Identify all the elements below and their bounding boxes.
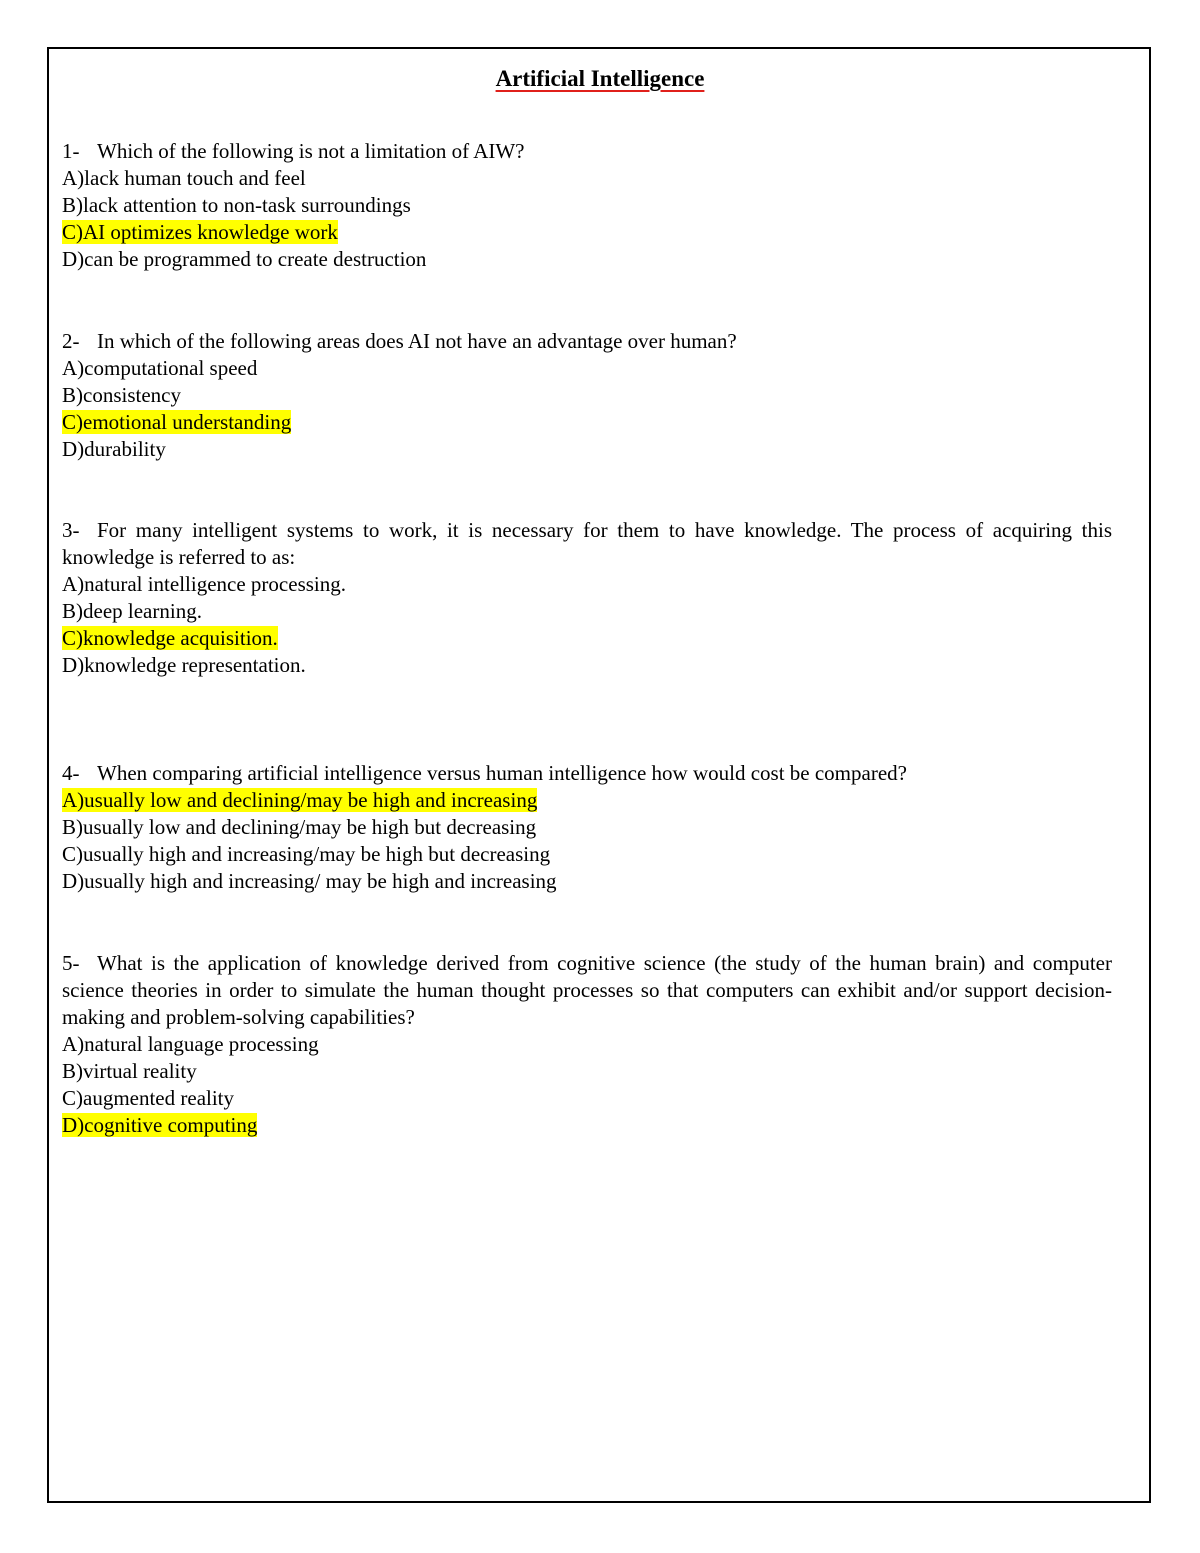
option-c xyxy=(62,409,1112,436)
question-text xyxy=(62,328,1112,355)
question-5 xyxy=(62,950,1112,1139)
option-b xyxy=(62,382,1112,409)
option-label: D) xyxy=(62,247,85,271)
document-title-text: Artificial Intelligence xyxy=(495,66,705,91)
question-3 xyxy=(62,517,1112,679)
question-text xyxy=(62,138,1112,165)
option-d xyxy=(62,652,1112,679)
option-label: A) xyxy=(62,572,85,596)
question-1 xyxy=(62,138,1112,273)
question-number: 2- xyxy=(62,329,80,353)
option-b xyxy=(62,192,1112,219)
option-label: C) xyxy=(62,1086,83,1110)
question-number: 4- xyxy=(62,761,80,785)
option-text: emotional understanding xyxy=(83,410,292,434)
question-number: 3- xyxy=(62,518,80,542)
option-b xyxy=(62,598,1112,625)
option-text: can be programmed to create destruction xyxy=(84,247,427,271)
correct-answer-highlight xyxy=(62,1113,257,1137)
correct-answer-highlight xyxy=(62,626,278,650)
document-title xyxy=(0,63,1200,95)
option-d xyxy=(62,1112,1112,1139)
option-a xyxy=(62,1031,1112,1058)
option-label: B) xyxy=(62,599,83,623)
question-stem: Which of the following is not a limitation of AIW? xyxy=(97,139,525,163)
question-text xyxy=(62,517,1112,571)
question-stem: In which of the following areas does AI not have an advantage over human? xyxy=(97,329,737,353)
option-b xyxy=(62,814,1112,841)
option-label: D) xyxy=(62,1113,85,1137)
option-text: usually high and increasing/may be high but decreasing xyxy=(83,842,551,866)
option-label: A) xyxy=(62,788,85,812)
option-b xyxy=(62,1058,1112,1085)
option-text: knowledge representation. xyxy=(84,653,306,677)
option-text: usually low and declining/may be high but decreasing xyxy=(83,815,537,839)
option-label: A) xyxy=(62,166,85,190)
correct-answer-highlight xyxy=(62,788,537,812)
option-text: AI optimizes knowledge work xyxy=(83,220,338,244)
option-text: augmented reality xyxy=(83,1086,235,1110)
option-text: knowledge acquisition. xyxy=(83,626,278,650)
option-a xyxy=(62,787,1112,814)
option-text: natural intelligence processing. xyxy=(84,572,346,596)
question-4 xyxy=(62,760,1112,895)
question-2 xyxy=(62,328,1112,463)
question-stem: For many intelligent systems to work, it is necessary for them to have knowledge. The process of acquiring this knowledge is referred to as: xyxy=(62,518,1112,569)
question-text xyxy=(62,760,1112,787)
option-label: B) xyxy=(62,383,83,407)
option-label: D) xyxy=(62,437,85,461)
option-text: usually low and declining/may be high and increasing xyxy=(84,788,538,812)
option-text: cognitive computing xyxy=(84,1113,258,1137)
option-text: natural language processing xyxy=(84,1032,319,1056)
option-label: A) xyxy=(62,356,85,380)
option-text: lack human touch and feel xyxy=(84,166,306,190)
option-d xyxy=(62,436,1112,463)
option-c xyxy=(62,625,1112,652)
correct-answer-highlight xyxy=(62,410,291,434)
option-text: usually high and increasing/ may be high and increasing xyxy=(84,869,557,893)
option-c xyxy=(62,1085,1112,1112)
option-label: D) xyxy=(62,653,85,677)
option-text: durability xyxy=(84,437,166,461)
option-label: D) xyxy=(62,869,85,893)
option-label: B) xyxy=(62,193,83,217)
option-d xyxy=(62,246,1112,273)
option-d xyxy=(62,868,1112,895)
option-label: B) xyxy=(62,815,83,839)
option-label: C) xyxy=(62,410,83,434)
option-a xyxy=(62,571,1112,598)
option-text: lack attention to non-task surroundings xyxy=(83,193,411,217)
option-label: C) xyxy=(62,626,83,650)
option-c xyxy=(62,219,1112,246)
option-label: A) xyxy=(62,1032,85,1056)
option-text: computational speed xyxy=(84,356,258,380)
correct-answer-highlight xyxy=(62,220,338,244)
option-label: B) xyxy=(62,1059,83,1083)
option-label: C) xyxy=(62,220,83,244)
option-c xyxy=(62,841,1112,868)
option-text: virtual reality xyxy=(83,1059,197,1083)
option-a xyxy=(62,165,1112,192)
option-label: C) xyxy=(62,842,83,866)
question-text xyxy=(62,950,1112,1031)
option-text: consistency xyxy=(83,383,181,407)
option-a xyxy=(62,355,1112,382)
question-stem: When comparing artificial intelligence versus human intelligence how would cost be compared? xyxy=(97,761,907,785)
option-text: deep learning. xyxy=(83,599,202,623)
question-number: 1- xyxy=(62,139,80,163)
question-number: 5- xyxy=(62,951,80,975)
question-stem: What is the application of knowledge derived from cognitive science (the study of the human brain) and computer science theories in order to simulate the human thought processes so that computers can exhibit and/or support decision-making and problem-solving capabilities? xyxy=(62,951,1112,1029)
